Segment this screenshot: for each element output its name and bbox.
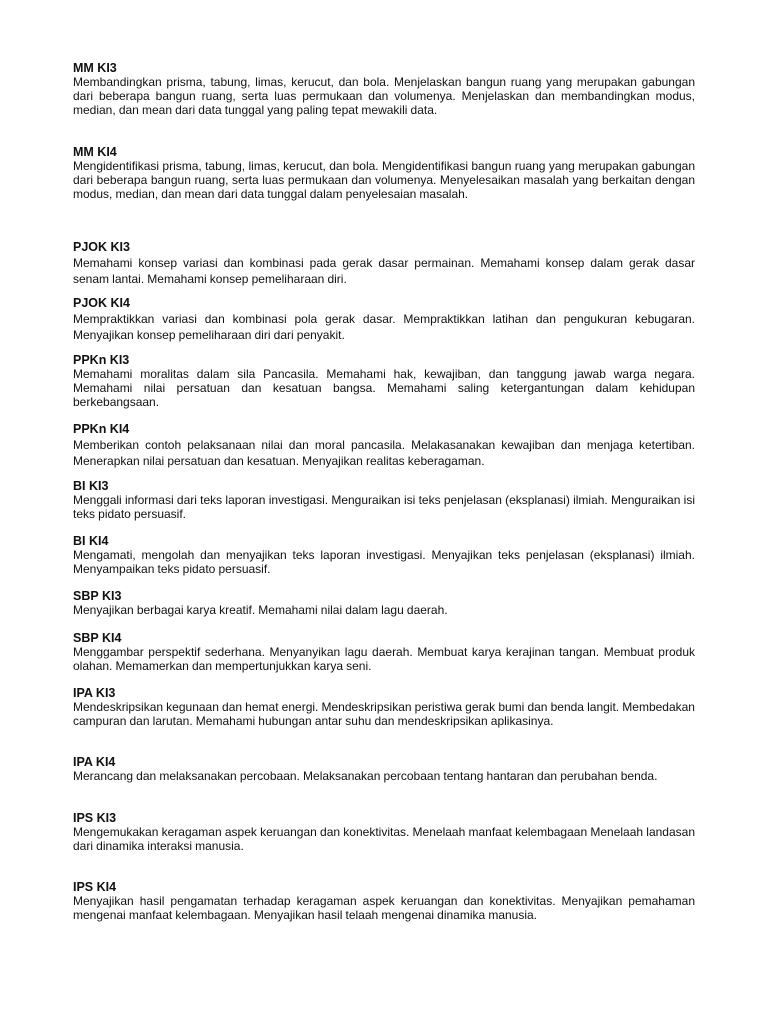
- section-text: Memahami konsep variasi dan kombinasi pada gerak dasar permainan. Memahami konsep dalam gerak dasar senam lantai. Memahami konsep pemeliharaan diri.: [73, 256, 695, 286]
- section-heading: BI KI4: [73, 534, 109, 548]
- section-heading: IPS KI4: [73, 880, 117, 894]
- section-text: Mengamati, mengolah dan menyajikan teks laporan investigasi. Menyajikan teks penjelasan (eksplanasi) ilmiah. Menyampaikan teks pidato persuasif.: [73, 548, 695, 576]
- section-heading: PPKn KI4: [73, 422, 130, 436]
- section-pjok-ki4: [73, 296, 695, 343]
- section-text: Memahami moralitas dalam sila Pancasila. Memahami hak, kewajiban, dan tanggung jawab warga negara. Memahami nilai persatuan dan kesatuan bangsa. Memahami saling ketergantungan dalam kehidupan berkebangsaan.: [73, 367, 695, 409]
- section-heading: SBP KI3: [73, 589, 122, 603]
- section-sbp-ki3: [73, 589, 695, 617]
- section-heading: PPKn KI3: [73, 353, 130, 367]
- section-text: Mengidentifikasi prisma, tabung, limas, kerucut, dan bola. Mengidentifikasi bangun ruang yang merupakan gabungan dari beberapa bangun ruang, serta luas permukaan dan volumenya. Menyelesaikan masalah yang berkaitan dengan modus, median, dan mean dari data tunggal dalam penyelesaian masalah.: [73, 159, 695, 201]
- section-heading: MM KI4: [73, 145, 117, 159]
- section-ips-ki3: [73, 811, 695, 853]
- section-heading: BI KI3: [73, 479, 109, 493]
- section-heading: IPS KI3: [73, 811, 117, 825]
- section-ips-ki4: [73, 880, 695, 922]
- section-text: Menyajikan berbagai karya kreatif. Memahami nilai dalam lagu daerah.: [73, 603, 448, 617]
- section-heading: PJOK KI3: [73, 240, 130, 254]
- section-heading: PJOK KI4: [73, 296, 130, 310]
- section-text: Menggambar perspektif sederhana. Menyanyikan lagu daerah. Membuat karya kerajinan tangan. Membuat produk olahan. Memamerkan dan mempertunjukkan karya seni.: [73, 645, 695, 673]
- section-text: Menyajikan hasil pengamatan terhadap keragaman aspek keruangan dan konektivitas. Menyajikan pemahaman mengenai manfaat kelembagaan. Menyajikan hasil telaah mengenai dinamika manusia.: [73, 894, 695, 922]
- section-sbp-ki4: [73, 631, 695, 673]
- section-heading: IPA KI4: [73, 755, 116, 769]
- section-ppkn-ki4: [73, 422, 695, 469]
- section-heading: MM KI3: [73, 61, 117, 75]
- section-ppkn-ki3: [73, 353, 695, 409]
- section-heading: SBP KI4: [73, 631, 122, 645]
- section-pjok-ki3: [73, 240, 695, 287]
- section-text: Mendeskripsikan kegunaan dan hemat energi. Mendeskripsikan peristiwa gerak bumi dan benda langit. Membedakan campuran dan larutan. Memahami hubungan antar suhu dan mendeskripsikan aplikasinya.: [73, 700, 695, 728]
- section-text: Mengemukakan keragaman aspek keruangan dan konektivitas. Menelaah manfaat kelembagaan Menelaah landasan dari dinamika interaksi manusia.: [73, 825, 695, 853]
- section-bi-ki3: [73, 479, 695, 521]
- section-mm-ki4: [73, 145, 695, 201]
- section-bi-ki4: [73, 534, 695, 576]
- section-heading: IPA KI3: [73, 686, 116, 700]
- section-mm-ki3: [73, 61, 695, 117]
- section-text: Merancang dan melaksanakan percobaan. Melaksanakan percobaan tentang hantaran dan perubahan benda.: [73, 769, 658, 783]
- section-text: Memberikan contoh pelaksanaan nilai dan moral pancasila. Melakasanakan kewajiban dan menjaga ketertiban. Menerapkan nilai persatuan dan kesatuan. Menyajikan realitas keberagaman.: [73, 438, 695, 468]
- section-text: Mempraktikkan variasi dan kombinasi pola gerak dasar. Mempraktikkan latihan dan pengukuran kebugaran. Menyajikan konsep pemeliharaan diri dari penyakit.: [73, 312, 695, 342]
- section-text: Membandingkan prisma, tabung, limas, kerucut, dan bola. Menjelaskan bangun ruang yang merupakan gabungan dari beberapa bangun ruang, serta luas permukaan dan volumenya. Menjelaskan dan membandingkan modus, median, dan mean dari data tunggal yang paling tepat mewakili data.: [73, 75, 695, 117]
- section-ipa-ki3: [73, 686, 695, 728]
- section-ipa-ki4: [73, 755, 695, 783]
- section-text: Menggali informasi dari teks laporan investigasi. Menguraikan isi teks penjelasan (eksplanasi) ilmiah. Menguraikan isi teks pidato persuasif.: [73, 493, 695, 521]
